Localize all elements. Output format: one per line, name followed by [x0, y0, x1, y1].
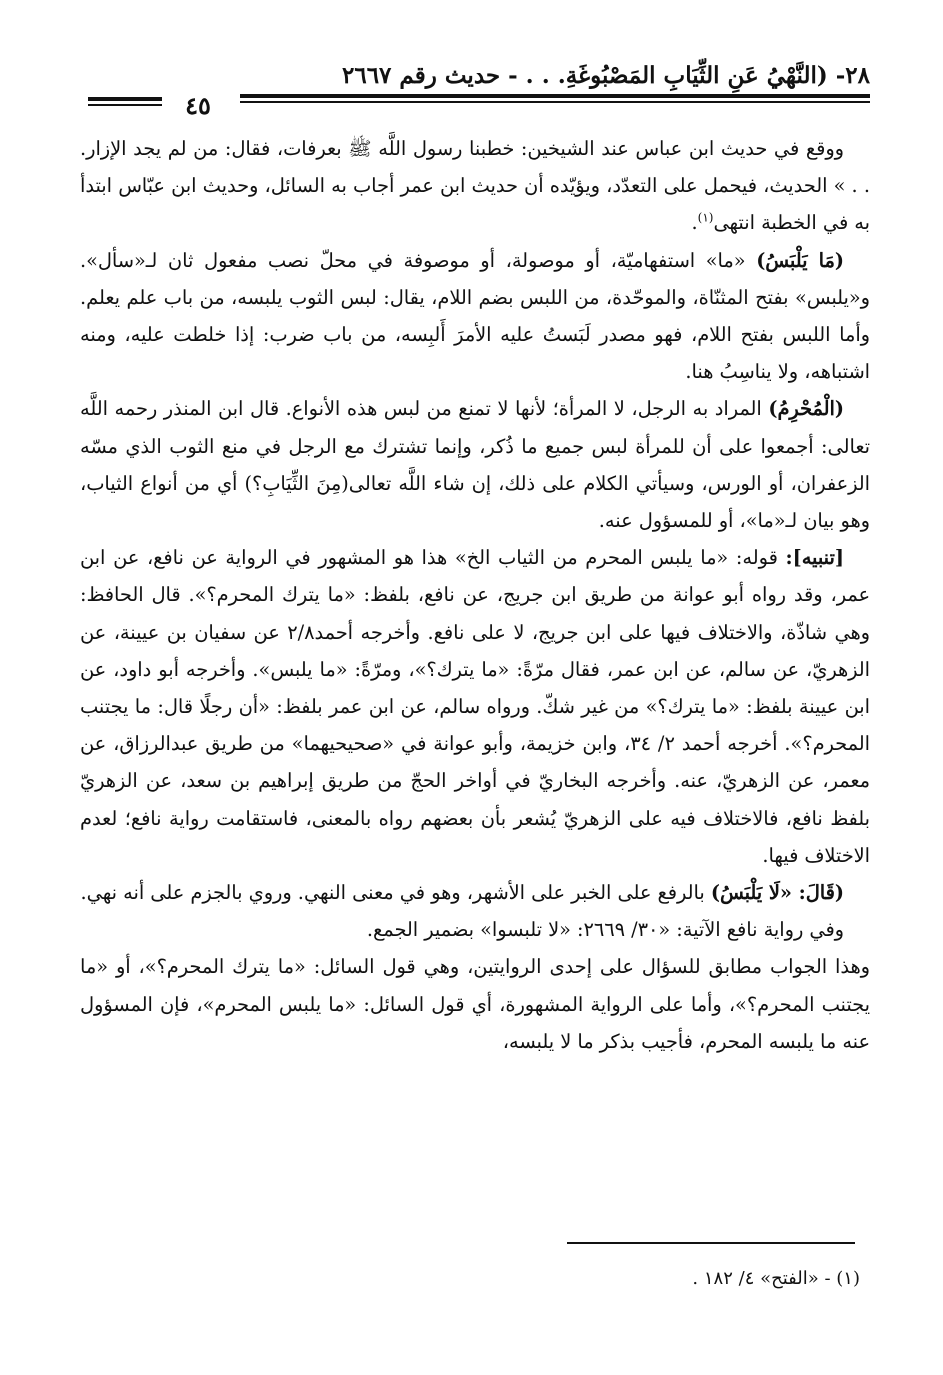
paragraph-2 [80, 242, 870, 391]
paragraph-6 [80, 911, 870, 948]
paragraph-7 [80, 948, 870, 1060]
paragraph-text: وهذا الجواب مطابق للسؤال على إحدى الروايتين، وهي قول السائل: «ما يترك المحرم؟»، أو «ما يجتنب المحرم؟»، وأما على الرواية المشهورة، أي قول السائل: «ما يلبس المحرم»، فإن المسؤول عنه ما يلبسه المحرم، فأجيب بذكر ما لا يلبسه، [80, 955, 870, 1053]
paragraph-3 [80, 390, 870, 539]
header-rule-thick [240, 94, 870, 98]
header-rule-left-thick [88, 97, 162, 101]
paragraph-lead: [تنبيه]: [785, 546, 844, 570]
paragraph-text: بالرفع على الخبر على الأشهر، وهو في معنى النهي. وروي بالجزم على أنه نهي. [80, 881, 711, 905]
header-rule-thin [240, 101, 870, 103]
paragraph-1 [80, 130, 870, 242]
paragraph-lead: (مَا يَلْبَسُ) [756, 248, 844, 272]
header-rule-left-thin [88, 104, 162, 106]
paragraph-tail: . [691, 211, 698, 235]
paragraph-4 [80, 539, 870, 874]
paragraph-text: قوله: «ما يلبس المحرم من الثياب الخ» هذا هو المشهور في الرواية عن نافع، عن ابن عمر، وقد رواه أبو عوانة من طريق ابن جريج، عن نافع، بلفظ: «ما يترك المحرم؟». قال الحافظ: وهي شاذّة، والاختلاف فيها على ابن جريج، لا على نافع. وأخرجه أحمد٢/٨ عن سفيان بن عيينة، عن الزهريّ، عن سالم، عن ابن عمر، فقال مرّةً: «ما يترك؟»، ومرّةً: «ما يلبس». وأخرجه أبو داود، عن ابن عيينة بلفظ: «ما يترك؟» من غير شكّ. ورواه سالم، عن ابن عمر بلفظ: «أن رجلًا قال: ما يجتنب المحرم؟». أخرجه أحمد ٢/ ٣٤، وابن خزيمة، وأبو عوانة في «صحيحيهما» من طريق عبدالرزاق، عن معمر، عن الزهريّ، عنه. وأخرجه البخاريّ في أواخر الحجّ من طريق إبراهيم بن سعد، عن الزهريّ بلفظ نافع، فالاختلاف فيه على الزهريّ يُشعر بأن بعضهم رواه بالمعنى، فاستقامت رواية نافع؛ لعدم الاختلاف فيها. [80, 546, 870, 867]
footnote: (١) - «الفتح» ٤/ ١٨٢ . [692, 1268, 860, 1289]
body-text [80, 130, 870, 1235]
chapter-title: ٢٨- (النَّهْيُ عَنِ الثِّيَابِ المَصْبُوغَةِ. . . - حديث رقم ٢٦٦٧ [342, 62, 870, 89]
paragraph-lead: (قَالَ: «لَا يَلْبَسُ) [710, 881, 844, 905]
paragraph-text: وفي رواية نافع الآتية: «٣٠/ ٢٦٦٩: «لا تلبسوا» بضمير الجمع. [366, 918, 844, 942]
running-header [80, 60, 870, 120]
footnote-reference: (١) [697, 210, 714, 225]
paragraph-text: «ما» استفهاميّة، أو موصولة، أو موصوفة في محلّ نصب مفعول ثان لـ«سأل». و«يلبس» بفتح المثنّاة، والموحّدة، من اللبس بضم اللام، يقال: لبس الثوب يلبسه، من باب علم يعلم. وأما اللبس بفتح اللام، فهو مصدر لَبَستُ عليه الأمرَ أَلبِسه، من باب ضرب: إذا خلطت عليه، ومنه اشتباهه، ولا يناسِبُ هنا. [80, 248, 870, 384]
paragraph-lead: (الْمُحْرِمُ) [768, 397, 844, 421]
paragraph-5 [80, 874, 870, 911]
paragraph-text: المراد به الرجل، لا المرأة؛ لأنها لا تمنع من لبس هذه الأنواع. قال ابن المنذر رحمه اللَّه تعالى: أجمعوا على أن للمرأة لبس جميع ما ذُكر، وإنما تشترك مع الرجل في منع الثوب الذي مسّه الزعفران، أو الورس، وسيأتي الكلام على ذلك، إن شاء اللَّه تعالى(مِنَ الثِّيَابِ؟) أي من أنواع الثياب، وهو بيان لـ«ما»، أو للمسؤول عنه. [80, 397, 870, 533]
page-number: ٤٥ [185, 91, 211, 120]
paragraph-text: ووقع في حديث ابن عباس عند الشيخين: خطبنا رسول اللَّه ﷺ بعرفات، فقال: من لم يجد الإزار. . . » الحديث، فيحمل على التعدّد، ويؤيّده أن حديث ابن عمر أجاب به السائل، وحديث ابن عبّاس ابتدأ به في الخطبة انتهى [80, 137, 870, 235]
footnote-separator [567, 1242, 855, 1244]
